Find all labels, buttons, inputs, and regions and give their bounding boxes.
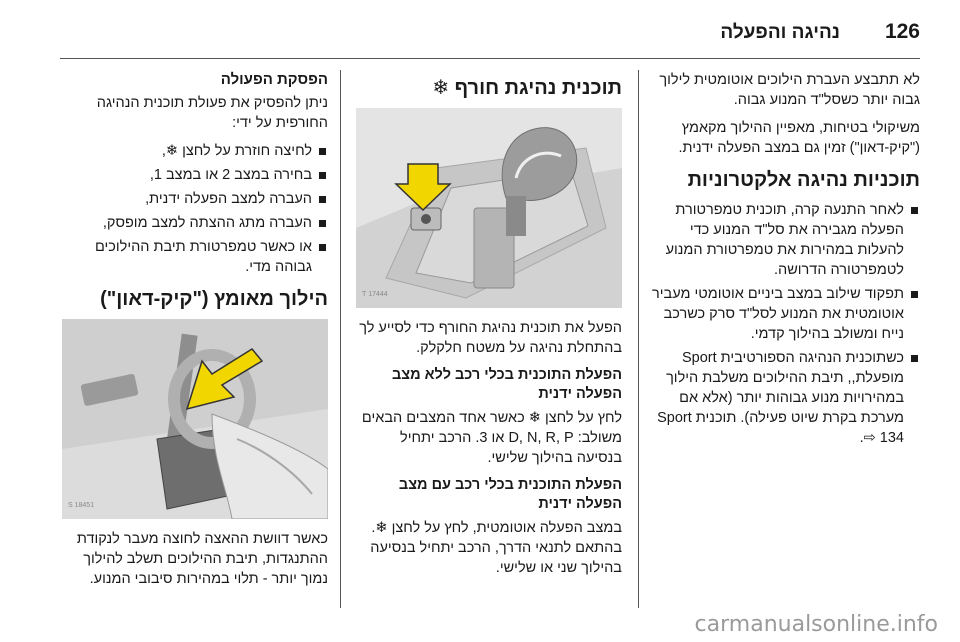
kickdown-pedal-drawing <box>62 319 328 519</box>
winter-program-paragraph: הפעל את תוכנית נהיגת החורף כדי לסייע לך בהתחלת נהיגה על משטח חלקלק. <box>359 320 622 356</box>
list-item: לחיצה חוזרת על לחצן ❄, <box>60 141 328 161</box>
section-heading-kickdown: הילוך מאומץ ("קיק-דאון") <box>100 288 328 310</box>
gear-selector-drawing <box>356 108 622 308</box>
deactivation-list <box>60 141 328 277</box>
figure-code: 18451 S <box>68 502 95 509</box>
watermark: carmanualsonline.info <box>694 612 938 637</box>
header-rule <box>60 58 920 59</box>
list-item: בחירה במצב 2 או במצב 1, <box>60 165 328 185</box>
list-item: כשתוכנית הנהיגה הספורטיבית Sport מופעלת,, תיבת ההילוכים משלבת הילוך במהירויות מנוע גבוהות יותר (אלא אם מערכת בקרת שיוט פעילה). תוכנית Sport ⇨ 134. <box>652 348 920 448</box>
figure-code: 17444 T <box>362 291 388 298</box>
list-item: העברה מתג ההצתה למצב מופסק, <box>60 213 328 233</box>
page-title: נהיגה והפעלה <box>720 22 840 43</box>
deactivation-paragraph: ניתן להפסיק את פעולת תוכנית הנהיגה החורפית על ידי: <box>96 95 328 131</box>
section-heading-winter-program: תוכנית נהיגת חורף ❄ <box>432 77 622 99</box>
subheading-with-manual: הפעלת התוכנית בכלי רכב עם מצב הפעלה ידנית <box>398 477 622 512</box>
column-middle <box>354 70 622 586</box>
column-right <box>652 70 920 454</box>
list-item: לאחר התנעה קרה, תוכנית טמפרטורת הפעלה מגבירה את סל"ד המנוע כדי להעלות במהירות את טמפרטורת המנוע לטמפרטורה הדרושה. <box>652 200 920 280</box>
section-heading-electronic-programs: תוכניות נהיגה אלקטרוניות <box>687 169 920 191</box>
without-manual-paragraph: לחץ על לחצן ❄ כאשר אחד המצבים הבאים משולב: D, N, R, P או 3. הרכב יתחיל בנסיעה בהילוך שלישי. <box>361 410 622 466</box>
list-item: העברה למצב הפעלה ידנית, <box>60 189 328 209</box>
page-number: 126 <box>884 20 920 43</box>
kickdown-pedal-illustration <box>62 319 328 519</box>
subheading-without-manual: הפעלת התוכנית בכלי רכב ללא מצב הפעלה ידנית <box>392 367 622 402</box>
column-divider <box>340 70 341 608</box>
kickdown-paragraph: כאשר דוושת ההאצה לחוצה מעבר לנקודת ההתנגדות, תיבת ההילוכים תשלב להילוך נמוך יותר - תלוי במהירות סיבובי המנוע. <box>76 531 328 587</box>
list-item: תפקוד שילוב במצב ביניים אוטומטי מעביר אוטומטית את המנוע לסל"ד סרק כשרכב נייח ומשולב בהילוך קדמי. <box>652 284 920 344</box>
section-heading-deactivation: הפסקת הפעולה <box>220 71 328 88</box>
gear-selector-illustration <box>356 108 622 308</box>
electronic-programs-list <box>652 200 920 448</box>
list-item: או כאשר טמפרטורת תיבת ההילוכים גבוהה מדי. <box>60 237 328 277</box>
kickdown-note: משיקולי בטיחות, מאפיין ההילוך מקאמץ ("קיק-דאון") זמין גם במצב הפעלה ידנית. <box>678 120 920 156</box>
page-header <box>0 14 960 54</box>
intro-paragraph: לא תתבצע העברת הילוכים אוטומטית לילוך גבוה יותר כשסל"ד המנוע גבוה. <box>659 72 920 108</box>
column-left <box>60 70 328 597</box>
with-manual-paragraph: במצב הפעלה אוטומטית, לחץ על לחצן ❄. בהתאם לתנאי הדרך, הרכב יתחיל בנסיעה בהילוך שני או שלישי. <box>370 520 622 576</box>
column-divider <box>638 70 639 608</box>
